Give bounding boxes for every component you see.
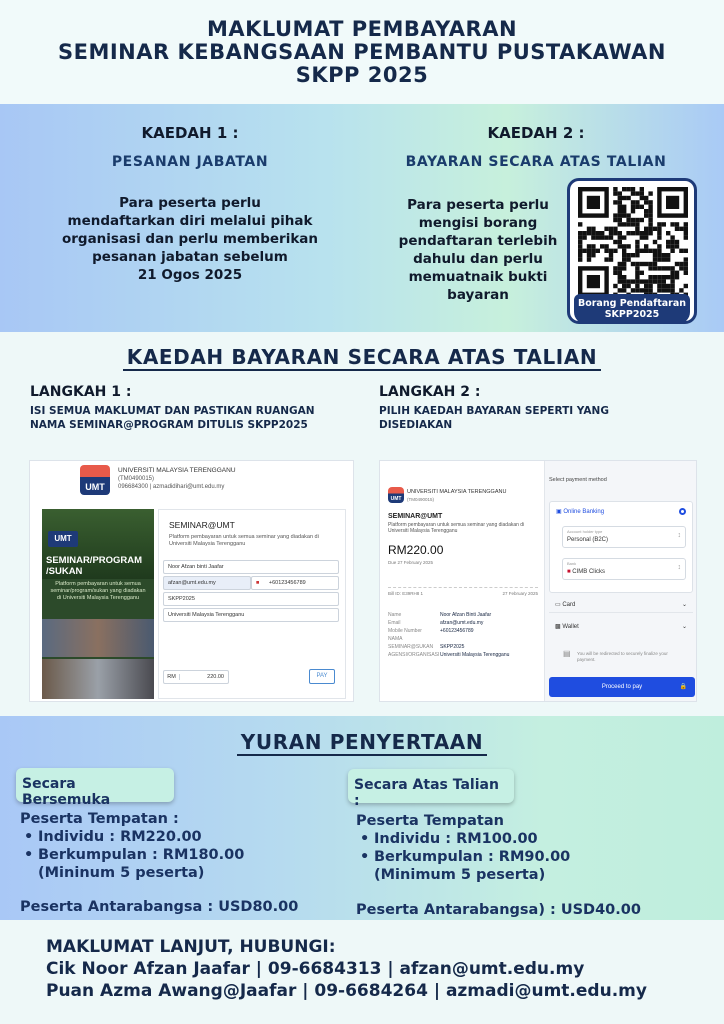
detail-key: Email	[388, 620, 401, 626]
account-type-value: Personal (B2C)	[567, 537, 609, 543]
redirect-note-text: You will be redirected to securely finalize your payment.	[577, 651, 668, 662]
online-label: Secara Atas Talian :	[348, 769, 514, 803]
org-contact: 096684300 | azmadidihari@umt.edu.my	[118, 484, 225, 490]
detail-value: Universiti Malaysia Terengganu	[440, 652, 510, 658]
umt-logo: UMT	[80, 465, 110, 495]
header-title-line2: SEMINAR KEBANGSAAN PEMBANTU PUSTAKAWAN	[58, 40, 666, 64]
name-input[interactable]: Noor Afzan binti Jaafar	[163, 560, 339, 574]
umt-logo: UMT	[388, 487, 404, 503]
flag-icon: ■	[256, 580, 260, 586]
org-name: UNIVERSITI MALAYSIA TERENGGANU	[118, 467, 236, 474]
method-1-line: organisasi dan perlu memberikan	[61, 231, 319, 247]
method-1-line: mendaftarkan diri melalui pihak	[67, 213, 313, 229]
method-1-line: Para peserta perlu	[119, 195, 261, 211]
account-type-label: Account holder type	[567, 529, 603, 534]
bill-details	[388, 611, 538, 659]
step-1-heading: LANGKAH 1 :	[30, 384, 132, 400]
bill-amount: RM220.00	[388, 543, 444, 557]
payment-form-screenshot	[29, 460, 354, 702]
promo-banner	[42, 509, 154, 699]
promo-title-line: SEMINAR/PROGRAM	[46, 555, 143, 566]
detail-row	[388, 627, 538, 635]
detail-row	[388, 619, 538, 627]
card-option[interactable]	[549, 597, 693, 613]
chevron-down-icon: ⌄	[681, 624, 687, 630]
inperson-intl-fee: Peserta Antarabangsa : USD80.00	[20, 899, 299, 915]
online-group-fee: • Berkumpulan : RM90.00	[356, 848, 570, 866]
online-banking-label	[556, 508, 604, 515]
inperson-local-label: Peserta Tempatan :	[20, 811, 179, 827]
currency-label: RM	[164, 674, 180, 680]
step-1-line: NAMA SEMINAR@PROGRAM DITULIS SKPP2025	[30, 419, 308, 431]
umt-logo-small: UMT	[48, 531, 78, 547]
contact-section	[46, 936, 647, 1002]
inperson-group-note: (Mininum 5 peserta)	[38, 865, 205, 881]
online-payment-title	[0, 345, 724, 369]
cimb-icon: ■	[567, 569, 571, 575]
method-1-subheading: PESANAN JABATAN	[111, 154, 269, 170]
checkout-screenshot	[379, 460, 697, 702]
contact-person-2: Puan Azma Awang@Jaafar | 09-6684264 | azmadi@umt.edu.my	[46, 981, 647, 1001]
card-icon: ▭	[555, 602, 561, 608]
radio-selected-icon[interactable]	[679, 508, 686, 515]
select-method-title: Select payment method	[549, 477, 607, 483]
form-title: SEMINAR@UMT	[169, 520, 235, 530]
bill-description: Platform pembayaran untuk semua seminar yang diadakan di Universiti Malaysia Terengganu	[388, 522, 525, 534]
qr-label-line: SKPP2025	[604, 309, 660, 320]
detail-value: SKPP2025	[440, 644, 465, 650]
detail-key: AGENSI/ORGANISASI	[388, 652, 440, 658]
proceed-to-pay-button[interactable]	[549, 677, 695, 697]
detail-key: NAMA SEMINAR@SUKAN	[388, 636, 434, 650]
method-2-line: bayaran	[447, 287, 509, 303]
method-2-line: mengisi borang	[418, 215, 538, 231]
bill-summary	[380, 461, 544, 702]
photo-2	[42, 659, 154, 699]
inperson-group-fee: • Berkumpulan : RM180.00	[20, 846, 244, 864]
online-fees	[356, 812, 570, 884]
qr-code-icon	[578, 187, 688, 297]
detail-row	[388, 651, 538, 659]
phone-input[interactable]	[251, 576, 339, 590]
step-2-description	[379, 404, 609, 432]
detail-value: +60123456789	[440, 628, 474, 634]
fees-title	[0, 730, 724, 754]
fees-title-text: YURAN PENYERTAAN	[237, 730, 487, 756]
header	[0, 0, 724, 104]
step-2-line: DISEDIAKAN	[379, 419, 453, 431]
promo-title	[46, 555, 150, 577]
wallet-label: Wallet	[562, 624, 579, 630]
promo-title-line: /SUKAN	[46, 566, 83, 577]
bill-date: 27 February 2025	[502, 591, 538, 596]
method-1-body	[30, 194, 350, 284]
method-2-line: memuatnaik bukti	[408, 269, 548, 285]
online-banking-option[interactable]	[549, 501, 693, 593]
card-label: Card	[562, 602, 576, 608]
org-code: (TM0490015)	[118, 476, 155, 482]
contact-person-1: Cik Noor Afzan Jaafar | 09-6684313 | afzan@umt.edu.my	[46, 959, 585, 979]
method-1-line: 21 Ogos 2025	[137, 267, 243, 283]
phone-value: +60123456789	[268, 580, 306, 586]
pay-button[interactable]: PAY	[309, 669, 335, 684]
chevron-updown-icon: ↕	[677, 564, 681, 571]
inperson-individual-fee: • Individu : RM220.00	[20, 828, 244, 846]
amount-value: 220.00	[207, 674, 224, 680]
method-2-heading: KAEDAH 2 :	[487, 124, 585, 142]
method-2-body	[390, 196, 566, 304]
online-group-note: (Minimum 5 peserta)	[374, 867, 546, 883]
bank-label: Bank	[567, 561, 577, 566]
method-1-heading: KAEDAH 1 :	[141, 124, 239, 142]
photo-1	[42, 619, 154, 657]
org-code: (TM0490015)	[407, 497, 435, 502]
detail-value: Noor Afzan Binti Jaafar	[440, 612, 492, 618]
account-type-select[interactable]	[562, 526, 686, 548]
detail-row	[388, 611, 538, 619]
online-local-label: Peserta Tempatan	[356, 813, 504, 829]
inperson-fees	[20, 810, 244, 882]
promo-description: Platform pembayaran untuk semua seminar/program/sukan yang diadakan di Universiti Malaysia Terengganu	[50, 581, 146, 601]
method-2-line: dahulu dan perlu	[413, 251, 543, 267]
detail-key: Mobile Number	[388, 628, 422, 634]
wallet-option[interactable]	[549, 619, 693, 635]
online-banking-text: Online Banking	[563, 509, 605, 515]
method-1	[30, 124, 350, 284]
step-2-line: PILIH KAEDAH BAYARAN SEPERTI YANG	[379, 405, 609, 417]
proceed-label: Proceed to pay	[601, 684, 643, 690]
detail-row	[388, 635, 538, 651]
org-name: UNIVERSITI MALAYSIA TERENGGANU	[407, 489, 507, 495]
bill-due: Due 27 February 2025	[388, 560, 434, 565]
header-title-line1: MAKLUMAT PEMBAYARAN	[206, 17, 518, 41]
bank-value	[567, 569, 605, 575]
bank-select[interactable]	[562, 558, 686, 580]
method-2-subheading: BAYARAN SECARA ATAS TALIAN	[405, 154, 667, 170]
bank-text: CIMB Clicks	[572, 569, 605, 575]
redirect-icon: ▤	[563, 649, 571, 658]
bill-id-row	[388, 587, 538, 596]
online-intl-fee: Peserta Antarabangsa) : USD40.00	[356, 902, 641, 918]
redirect-note	[563, 651, 687, 663]
email-input[interactable]: afzan@umt.edu.my	[163, 576, 251, 590]
method-2	[384, 124, 688, 170]
detail-value: afzan@umt.edu.my	[440, 620, 484, 626]
lock-icon: 🔒	[679, 684, 687, 690]
payment-method-panel	[544, 461, 697, 702]
payment-form	[158, 509, 346, 699]
online-individual-fee: • Individu : RM100.00	[356, 830, 570, 848]
bill-id: Bill ID: E39RH8 1	[388, 591, 424, 596]
step-1-description	[30, 404, 315, 432]
agency-input[interactable]: Universiti Malaysia Terengganu	[163, 608, 339, 622]
chevron-down-icon: ⌄	[681, 602, 687, 608]
method-2-line: pendaftaran terlebih	[398, 233, 558, 249]
step-2-heading: LANGKAH 2 :	[379, 384, 481, 400]
step-1-line: ISI SEMUA MAKLUMAT DAN PASTIKAN RUANGAN	[30, 405, 315, 417]
inperson-label: Secara Bersemuka	[16, 768, 174, 802]
seminar-input[interactable]: SKPP2025	[163, 592, 339, 606]
method-1-line: pesanan jabatan sebelum	[92, 249, 288, 265]
chevron-updown-icon: ↕	[677, 532, 681, 539]
detail-key: Name	[388, 612, 402, 618]
amount-input[interactable]	[163, 670, 229, 684]
qr-label	[574, 294, 690, 324]
bill-title: SEMINAR@UMT	[388, 513, 443, 520]
contact-heading: MAKLUMAT LANJUT, HUBUNGI:	[46, 937, 336, 957]
bank-icon: ▣	[556, 509, 562, 515]
qr-label-line: Borang Pendaftaran	[577, 298, 687, 309]
online-payment-title-text: KAEDAH BAYARAN SECARA ATAS TALIAN	[123, 345, 602, 371]
wallet-icon: ▩	[555, 624, 561, 630]
header-title-line3: SKPP 2025	[295, 63, 429, 87]
form-description: Platform pembayaran untuk semua seminar yang diadakan di Universiti Malaysia Terengganu	[169, 534, 319, 547]
method-2-line: Para peserta perlu	[407, 197, 549, 213]
